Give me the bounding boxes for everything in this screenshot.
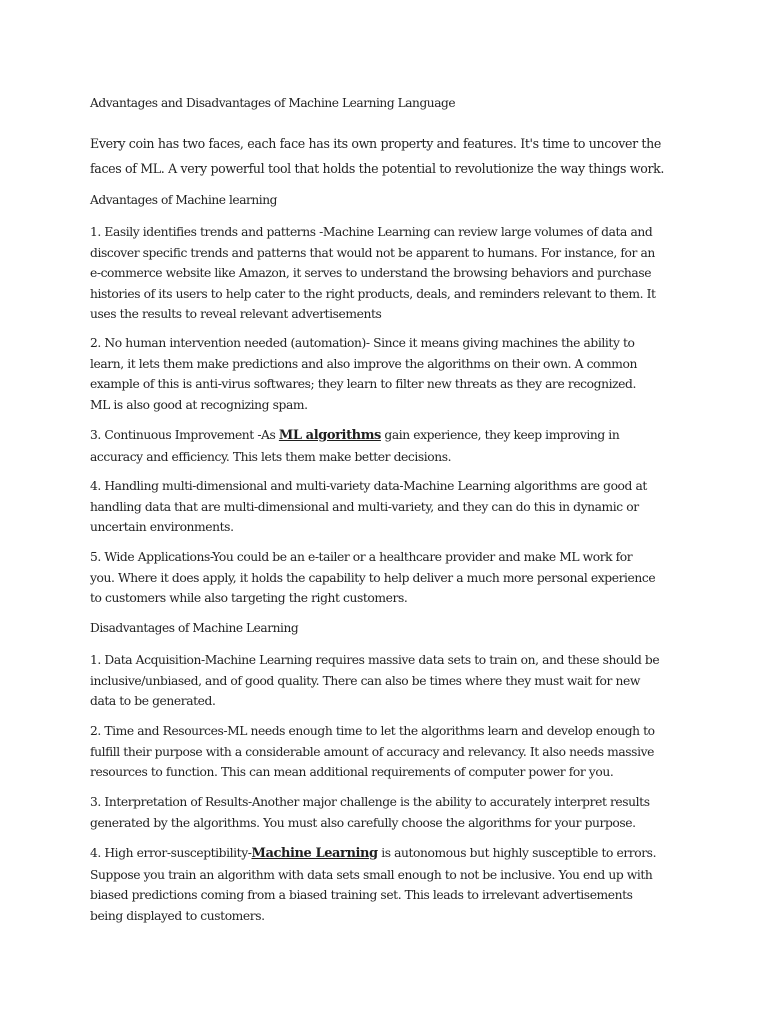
paragraph-line: handling data that are multi-dimensional and multi-variety, and they can do this in dynamic or — [90, 499, 639, 514]
paragraph-line: 1. Data Acquisition-Machine Learning requires massive data sets to train on, and these should be — [90, 653, 660, 667]
paragraph-line: 2. No human intervention needed (automation)- Since it means giving machines the ability to — [90, 336, 635, 350]
disadvantage-paragraph-4 — [90, 843, 682, 926]
paragraph-line: uncertain environments. — [90, 520, 234, 535]
disadvantage-paragraph-3 — [90, 792, 682, 833]
advantage-paragraph-5 — [90, 547, 682, 609]
paragraph-text: is autonomous but highly susceptible to errors. — [377, 846, 657, 860]
paragraph-line: Suppose you train an algorithm with data sets small enough to not be inclusive. You end up with — [90, 867, 653, 882]
paragraph-line: biased predictions coming from a biased training set. This leads to irrelevant advertisements — [90, 888, 633, 903]
advantage-paragraph-4 — [90, 476, 682, 538]
paragraph-line: 4. Handling multi-dimensional and multi-variety data-Machine Learning algorithms are good at — [90, 479, 647, 493]
advantage-paragraph-2 — [90, 333, 682, 415]
paragraph-line: accuracy and efficiency. This lets them make better decisions. — [90, 449, 452, 464]
advantage-paragraph-1 — [90, 222, 682, 325]
paragraph-line: resources to function. This can mean additional requirements of computer power for you. — [90, 765, 614, 780]
paragraph-line: ML is also good at recognizing spam. — [90, 397, 308, 412]
disadvantage-paragraph-1 — [90, 650, 682, 712]
paragraph-line — [90, 843, 682, 865]
paragraph-line: 1. Easily identifies trends and patterns -Machine Learning can review large volumes of data and — [90, 225, 653, 239]
advantages-heading: Advantages of Machine learning — [90, 193, 277, 207]
paragraph-line: example of this is anti-virus softwares; they learn to filter new threats as they are recognized. — [90, 377, 636, 392]
paragraph-line — [90, 425, 682, 447]
intro-line: Every coin has two faces, each face has its own property and features. It's time to uncover the — [90, 136, 661, 151]
paragraph-line: 5. Wide Applications-You could be an e-tailer or a healthcare provider and make ML work for — [90, 550, 633, 564]
paragraph-text: 3. Continuous Improvement -As — [90, 428, 279, 442]
intro-line: faces of ML. A very powerful tool that holds the potential to revolutionize the way things work. — [90, 161, 665, 176]
paragraph-line: you. Where it does apply, it holds the capability to help deliver a much more personal experience — [90, 570, 656, 585]
paragraph-line: to customers while also targeting the right customers. — [90, 591, 408, 606]
paragraph-line: fulfill their purpose with a considerable amount of accuracy and relevancy. It also needs massive — [90, 744, 654, 759]
paragraph-line: e-commerce website like Amazon, it serves to understand the browsing behaviors and purchase — [90, 266, 652, 281]
paragraph-line: histories of its users to help cater to the right products, deals, and reminders relevant to them. It — [90, 286, 656, 301]
machine-learning-link[interactable]: Machine Learning — [251, 846, 378, 861]
paragraph-line: discover specific trends and patterns that would not be apparent to humans. For instance, for an — [90, 245, 655, 260]
paragraph-line: 3. Interpretation of Results-Another major challenge is the ability to accurately interpret results — [90, 795, 650, 809]
paragraph-text: gain experience, they keep improving in — [380, 428, 620, 442]
advantage-paragraph-3 — [90, 425, 682, 467]
paragraph-line: generated by the algorithms. You must also carefully choose the algorithms for your purpose. — [90, 815, 636, 830]
paragraph-line: being displayed to customers. — [90, 908, 265, 923]
disadvantages-heading: Disadvantages of Machine Learning — [90, 621, 299, 635]
paragraph-line: data to be generated. — [90, 694, 216, 709]
paragraph-line: learn, it lets them make predictions and also improve the algorithms on their own. A common — [90, 356, 637, 371]
intro-paragraph — [90, 131, 680, 181]
disadvantage-paragraph-2 — [90, 721, 682, 783]
paragraph-line: uses the results to reveal relevant advertisements — [90, 307, 382, 322]
ml-algorithms-link[interactable]: ML algorithms — [278, 428, 381, 443]
paragraph-text: 4. High error-susceptibility- — [90, 846, 252, 860]
paragraph-line: inclusive/unbiased, and of good quality. There can also be times where they must wait for new — [90, 673, 640, 688]
paragraph-line: 2. Time and Resources-ML needs enough time to let the algorithms learn and develop enough to — [90, 724, 655, 738]
document-title: Advantages and Disadvantages of Machine Learning Language — [90, 96, 456, 110]
